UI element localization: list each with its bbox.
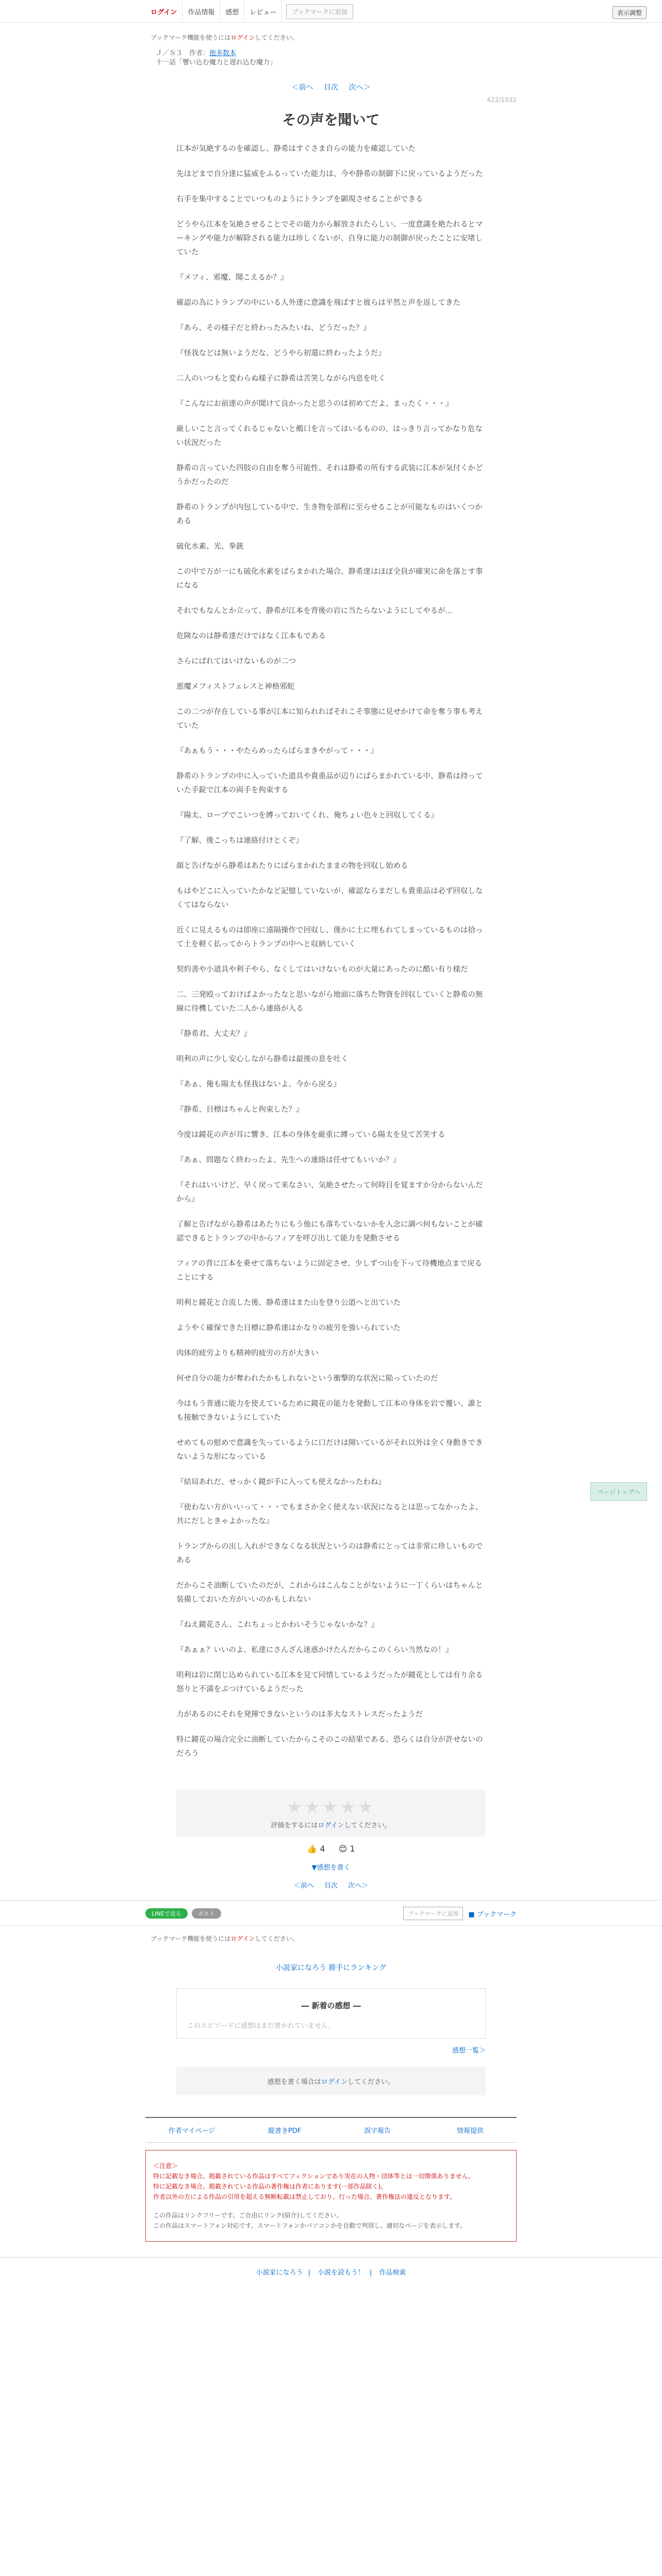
work-info-link[interactable]: 作品情報 bbox=[183, 0, 220, 23]
impressions-title: 新着の感想 bbox=[311, 2001, 351, 2010]
bookmark-add-button[interactable]: ブックマークに追加 bbox=[286, 4, 353, 19]
paragraph: 明利の声に少し安心しながら静希は最後の息を吐く bbox=[176, 1055, 349, 1063]
line-share-button[interactable]: LINEで送る bbox=[145, 1908, 188, 1919]
paragraph: 江本が気絶するのを確認し、静希はすぐさま自らの能力を確認していた bbox=[176, 145, 416, 153]
rating-box: ★★★★★ 評価をするにはログインしてください。 bbox=[176, 1790, 486, 1837]
paragraph: 『あぁぁ？いいのよ、私達にさんざん迷惑かけたんだからこのくらい当然なの！』 bbox=[176, 1646, 453, 1654]
toc-link[interactable]: 目次 bbox=[324, 83, 338, 92]
impressions-more-link[interactable]: 感想一覧＞ bbox=[452, 2047, 486, 2055]
prev-link-bottom[interactable]: ＜前へ bbox=[293, 1882, 314, 1890]
paragraph: 右手を集中することでいつものようにトランプを顕現させることができる bbox=[176, 195, 423, 204]
paragraph: 了解と告げながら静希はあたりにもう他にも落ちていないかを入念に調べ何もないことが確認できるとトランプの中からフィアを呼び出して能力を発動させる bbox=[176, 1221, 483, 1243]
paragraph: 『あぁ、俺も陽太も怪我はないよ、今から戻る』 bbox=[176, 1080, 341, 1089]
notice-line: 特に記載なき場合、掲載されている作品はすべてフィクションであり実在の人物・団体等とは一切関係ありません。 bbox=[153, 2173, 475, 2180]
page-top-button[interactable]: ページトップへ bbox=[590, 1482, 647, 1501]
login-link[interactable]: ログイン bbox=[145, 0, 183, 23]
footer-site-link[interactable]: 小説家になろう bbox=[256, 2269, 303, 2277]
paragraph: だからこそ油断していたのだが、これからはこんなことがないように一丁くらいはちゃんと装備しておいた方がいいのかもしれない bbox=[176, 1582, 483, 1604]
paragraph: 明利は岩に閉じ込められている江本を見て同情しているようだったが鏡花としては有り余る怒りと不満をぶつけているようだった bbox=[176, 1671, 483, 1693]
paragraph: 『あら、その様子だと終わったみたいね、どうだった？』 bbox=[176, 324, 371, 332]
paragraph: 『結局あれだ、せっかく鏡が手に入っても使えなかったわね』 bbox=[176, 1478, 386, 1486]
vertical-pdf-link[interactable]: 縦書きPDF bbox=[268, 2127, 302, 2135]
toc-link-bottom[interactable]: 目次 bbox=[324, 1882, 338, 1890]
episode-subtitle: 十一話「響い込む魔力と遅れ込む魔力」 bbox=[156, 59, 277, 66]
bookmark-login-note: ブックマーク機能を使うにはログインしてください。 bbox=[151, 34, 299, 41]
share-toolbar bbox=[0, 1900, 662, 1926]
paragraph: 『怪我などは無いようだな、どうやら初還に終わったようだ』 bbox=[176, 349, 386, 358]
paragraph: それでもなんとか立って、静希が江本を背後の岩に当たらないようにしてやるが... bbox=[176, 607, 453, 615]
paragraph: 今はもう普通に能力を使えているために鏡花の能力を発動して江本の身体を岩で覆い、誰とも接触できないようにしていた bbox=[176, 1400, 483, 1422]
paragraph: フィアの背に江本を乗せて落ちないように固定させ、少しずつ山を下って待機地点まで戻ることにする bbox=[176, 1260, 482, 1282]
paragraph: この中で万が一にも硫化水素をばらまかれた場合、静希達はほぼ全員が確実に命を落とす事になる bbox=[176, 568, 483, 590]
paragraph: 静希のトランプが内包している中で、生き物を部程に至らせることが可能なものはいくつかある bbox=[176, 503, 483, 526]
paragraph: 今度は鏡花の声が耳に響き、江本の身体を厳重に縛っている陽太を見て苦笑する bbox=[176, 1131, 445, 1139]
paragraph: この二つが存在している事が江本に知られればそれこそ事態に見せかけて命を奪う事も考えていた bbox=[176, 708, 483, 730]
paragraph: 悪魔メフィストフェレスと神格邪蛇 bbox=[176, 683, 295, 691]
bookmark-link[interactable]: ■ ブックマーク bbox=[468, 1910, 517, 1919]
episode-nav-top bbox=[145, 82, 517, 92]
notice-line: 特に記載なき場合、掲載されている作品の著作権は作者にあります(一部作品除く)。 bbox=[153, 2183, 387, 2190]
paragraph: 『使わない方がいいって・・・でもまさか全く使えない状況になるとは思ってなかったよ、共にだしときゃよかったな』 bbox=[176, 1503, 483, 1526]
bookmark-add-button-2[interactable]: ブックマークに追加 bbox=[403, 1907, 463, 1920]
site-footer: 小説家になろう | 小説を読もう！ | 作品検索 bbox=[0, 2257, 662, 2289]
paragraph: 特に鏡花の場合完全に油断していたからこそのこの結果である、恐らくは自分が許せないのだろう bbox=[176, 1736, 483, 1758]
footer-read-link[interactable]: 小説を読もう！ bbox=[317, 2269, 365, 2277]
novel-body bbox=[145, 142, 517, 1761]
rating-stars[interactable]: ★★★★★ bbox=[286, 1797, 376, 1818]
author-page-link[interactable]: 作者マイページ bbox=[168, 2127, 216, 2135]
paragraph: 『メフィ、邪魔、聞こえるか？』 bbox=[176, 274, 288, 282]
paragraph: 『了解、後こっちは連絡付けとくぞ』 bbox=[176, 837, 304, 845]
paragraph: 静希のトランプの中に入っていた道具や貴重品が辺りにばらまかれている中、静希は持っていた手錠で江本の両手を拘束する bbox=[176, 772, 483, 794]
paragraph: 確認の為にトランプの中にいる人外達に意識を飛ばすと彼らは平然と声を返してきた bbox=[176, 299, 460, 307]
post-share-button[interactable]: ポスト bbox=[192, 1908, 221, 1919]
top-header bbox=[0, 0, 662, 23]
paragraph: 二、三発殴っておけばよかったなと思いながら地面に落ちた物資を回収していくと静希の無線に待機していた二人から連絡が入る bbox=[176, 991, 483, 1013]
paragraph: 厳しいこと言ってくれるじゃないと鵺口を言ってはいるものの、はっきり言ってかなり危ない状況だった bbox=[176, 425, 483, 447]
impressions-box: ― 新着の感想 ― このエピソードに感想はまだ書かれていません。 bbox=[176, 1988, 486, 2039]
ranking-link[interactable]: 小説家になろう 勝手にランキング bbox=[275, 1964, 387, 1972]
paragraph: 『それはいいけど、早く戻って来なさい、気絶させたって何時目を覚ますか分からないんだから』 bbox=[176, 1181, 483, 1204]
paragraph: 明利と鏡花と合流した後、静希達はまた山を登り公道へと出ていた bbox=[176, 1299, 401, 1307]
paragraph: 『ねえ鏡花さん、これちょっとかわいそうじゃないかな？』 bbox=[176, 1621, 379, 1629]
notice-line: この作品はスマートフォン対応です。スマートフォンかパソコンかを自動で判別し、適切なページを表示します。 bbox=[153, 2222, 467, 2229]
paragraph: ようやく確保できた目標に静希達はかなりの疲労を強いられていた bbox=[176, 1324, 401, 1332]
paragraph: 危険なのは静希達だけではなく江本もである bbox=[176, 632, 326, 640]
paragraph: 『静希君、大丈夫？』 bbox=[176, 1030, 251, 1038]
page-number: 422/1032 bbox=[487, 96, 517, 104]
paragraph: 力があるのにそれを発揮できないというのは多大なストレスだったようだ bbox=[176, 1710, 423, 1719]
paragraph: どうやら江本を気絶させることでその能力から解放されたらしい、一度意識を絶たれるとマーキングや能力が解除される能力は珍しくないが、自身に能力の制御が戻ったことに安堵していた bbox=[176, 221, 483, 257]
paragraph: 何せ自分の能力が奪われたかもしれないという衝撃的な状況に陥っていたのだ bbox=[176, 1375, 438, 1383]
impressions-empty: このエピソードに感想はまだ書かれていません。 bbox=[187, 2022, 335, 2030]
prev-link[interactable]: ＜前へ bbox=[291, 83, 313, 92]
typo-report-link[interactable]: 誤字報告 bbox=[363, 2127, 391, 2135]
paragraph: 肉体的疲労よりも精神的疲労の方が大きい bbox=[176, 1349, 319, 1358]
paragraph: 硫化水素、光、拳銃 bbox=[176, 543, 244, 551]
write-impression-link[interactable]: ▼感想を書く bbox=[311, 1864, 351, 1872]
paragraph: 『あぁもう・・・やたらめったらばらまきやがって・・・』 bbox=[176, 747, 378, 755]
paragraph: 『こんなにお前達の声が聞けて良かったと思うのは初めてだよ、まったく・・・』 bbox=[176, 400, 453, 408]
footer-links bbox=[145, 2117, 517, 2143]
paragraph: 契約書や小道具や利子やら、なくしてはいけないものが大量にあったのに酷い有り様だ bbox=[176, 965, 468, 974]
rating-login-link[interactable]: ログイン bbox=[318, 1822, 344, 1829]
paragraph: 静希の言っていた四肢の自由を奪う可能性、それは静希の所有する武装に江本が気付くかどうかだったのだ bbox=[176, 464, 483, 486]
impressions-link[interactable]: 感想 bbox=[220, 0, 244, 23]
impression-login-box: 感想を書く場合はログインしてください。 bbox=[176, 2067, 486, 2095]
paragraph: 『あぁ、問題なく終わったよ、先生への連絡は任せてもいいか？』 bbox=[176, 1156, 401, 1164]
episode-meta: Ｊ／Ｓ３ 作者：他多数本 十一話「響い込む魔力と遅れ込む魔力」 bbox=[145, 49, 517, 67]
paragraph: トランプからの出し入れができなくなる状況というのは静希にとっては非常に珍しいものである bbox=[176, 1543, 483, 1565]
notice-line: この作品はリンクフリーです。ご自由にリンク(紹介)してください。 bbox=[153, 2212, 343, 2219]
bookmark-login-note-2: ブックマーク機能を使うにはログインしてください。 bbox=[151, 1935, 299, 1942]
notice-head: ＜注意＞ bbox=[153, 2162, 178, 2170]
next-link[interactable]: 次へ＞ bbox=[349, 83, 371, 92]
notice-box bbox=[145, 2150, 517, 2242]
next-link-bottom[interactable]: 次へ＞ bbox=[348, 1882, 369, 1890]
author-link[interactable]: 他多数本 bbox=[209, 49, 237, 57]
info-provide-link[interactable]: 情報提供 bbox=[456, 2127, 484, 2135]
reaction-smile[interactable]: 😊 1 bbox=[338, 1844, 355, 1854]
impression-login-link[interactable]: ログイン bbox=[321, 2078, 348, 2086]
paragraph: 先ほどまで自分達に猛威をふるっていた能力は、今や静希の制御下に戻っているようだった bbox=[176, 170, 483, 178]
episode-nav-bottom bbox=[145, 1880, 517, 1890]
episode-title: その声を聞いて bbox=[282, 112, 380, 128]
paragraph: もはやどこに入っていたかなど記憶していないが、確認ならまだしも貴重品は必ず回収しなくてはならない bbox=[176, 887, 483, 909]
review-link[interactable]: レビュー bbox=[244, 0, 282, 23]
paragraph: 近くに見えるものは即座に遠隔操作で回収し、僅かに土に埋もれてしまっているものは拾って土を軽く払ってからトランプの中へと収納していく bbox=[176, 926, 483, 948]
paragraph: 二人のいつもと変わらぬ様子に静希は苦笑しながら内息を吐く bbox=[176, 375, 386, 383]
paragraph: 顔と告げながら静希はあたりにばらまかれたままの物を回収し始める bbox=[176, 862, 408, 870]
login-link-inline-2[interactable]: ログイン bbox=[230, 1935, 255, 1942]
login-link-inline[interactable]: ログイン bbox=[230, 34, 255, 41]
footer-search-link[interactable]: 作品検索 bbox=[379, 2269, 406, 2277]
display-settings-button[interactable]: 表示調整 bbox=[613, 6, 647, 19]
paragraph: 『陽太、ロープでこいつを縛っておいてくれ、俺ちょい色々と回収してくる』 bbox=[176, 811, 439, 820]
paragraph: せめてもの慰めで意識を失っているように口だけは開いているがそれ以外は全く身動きできないような形になっている bbox=[176, 1439, 483, 1461]
notice-line: 作者以外の方による作品の引用を超える無断転載は禁止しており、行った場合、著作権法の違反となります。 bbox=[153, 2193, 456, 2200]
reactions bbox=[176, 1844, 486, 1854]
paragraph: 『静希、目標はちゃんと拘束した？』 bbox=[176, 1106, 304, 1114]
chapter-label: Ｊ／Ｓ３ bbox=[156, 49, 183, 57]
reaction-thumbs-up[interactable]: 👍 4 bbox=[307, 1844, 325, 1854]
paragraph: さらにばれてはいけないものが二つ bbox=[176, 657, 296, 666]
